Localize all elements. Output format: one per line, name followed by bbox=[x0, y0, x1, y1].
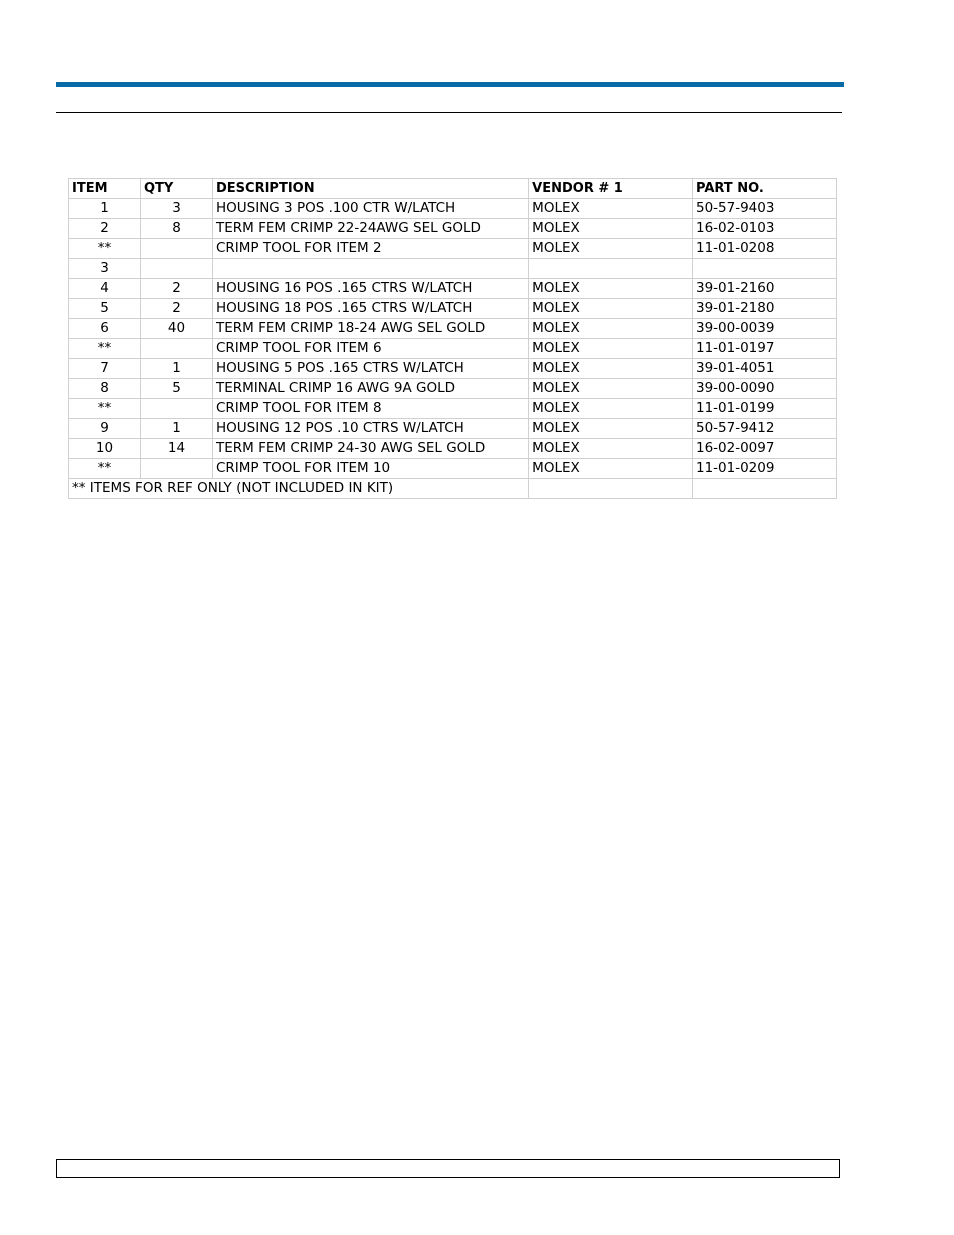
table-row bbox=[69, 279, 837, 299]
cell-description: CRIMP TOOL FOR ITEM 8 bbox=[213, 399, 529, 419]
cell-part-no: 50-57-9403 bbox=[692, 199, 836, 219]
cell-description: TERM FEM CRIMP 24-30 AWG SEL GOLD bbox=[213, 439, 529, 459]
cell-part-no: 39-01-4051 bbox=[692, 359, 836, 379]
header-qty: QTY bbox=[141, 179, 213, 199]
cell-description: TERM FEM CRIMP 22-24AWG SEL GOLD bbox=[213, 219, 529, 239]
cell-part-no: 50-57-9412 bbox=[692, 419, 836, 439]
cell-part-no: 11-01-0197 bbox=[692, 339, 836, 359]
cell-part-no: 16-02-0097 bbox=[692, 439, 836, 459]
cell-vendor: MOLEX bbox=[529, 379, 693, 399]
cell-description: TERMINAL CRIMP 16 AWG 9A GOLD bbox=[213, 379, 529, 399]
table-row bbox=[69, 339, 837, 359]
cell-part-no: 11-01-0209 bbox=[692, 459, 836, 479]
cell-item: 3 bbox=[69, 259, 141, 279]
cell-description: HOUSING 5 POS .165 CTRS W/LATCH bbox=[213, 359, 529, 379]
cell-vendor: MOLEX bbox=[529, 399, 693, 419]
header-part-no: PART NO. bbox=[692, 179, 836, 199]
cell-vendor bbox=[529, 259, 693, 279]
cell-description: HOUSING 18 POS .165 CTRS W/LATCH bbox=[213, 299, 529, 319]
cell-qty bbox=[141, 259, 213, 279]
cell-qty: 8 bbox=[141, 219, 213, 239]
cell-item: ** bbox=[69, 459, 141, 479]
cell-item: 2 bbox=[69, 219, 141, 239]
header-item: ITEM bbox=[69, 179, 141, 199]
cell-vendor: MOLEX bbox=[529, 319, 693, 339]
cell-qty: 3 bbox=[141, 199, 213, 219]
cell-part-no: 11-01-0199 bbox=[692, 399, 836, 419]
table-row bbox=[69, 219, 837, 239]
cell-item: 6 bbox=[69, 319, 141, 339]
cell-description: TERM FEM CRIMP 18-24 AWG SEL GOLD bbox=[213, 319, 529, 339]
cell-part-no: 16-02-0103 bbox=[692, 219, 836, 239]
cell-part-no: 39-01-2160 bbox=[692, 279, 836, 299]
cell-description: CRIMP TOOL FOR ITEM 2 bbox=[213, 239, 529, 259]
header-rule-thin bbox=[56, 112, 842, 113]
header-description: DESCRIPTION bbox=[213, 179, 529, 199]
cell-vendor: MOLEX bbox=[529, 439, 693, 459]
cell-part-no: 39-01-2180 bbox=[692, 299, 836, 319]
table-row bbox=[69, 359, 837, 379]
table-row bbox=[69, 379, 837, 399]
cell-vendor: MOLEX bbox=[529, 339, 693, 359]
cell-vendor: MOLEX bbox=[529, 459, 693, 479]
cell-qty bbox=[141, 239, 213, 259]
cell-qty: 1 bbox=[141, 359, 213, 379]
table-row bbox=[69, 199, 837, 219]
table-row bbox=[69, 239, 837, 259]
header-rule-blue bbox=[56, 82, 844, 87]
table-row bbox=[69, 399, 837, 419]
table-row bbox=[69, 299, 837, 319]
cell-qty bbox=[141, 459, 213, 479]
table-row bbox=[69, 319, 837, 339]
cell-qty: 40 bbox=[141, 319, 213, 339]
bill-of-materials-table bbox=[68, 178, 837, 499]
cell-item: 8 bbox=[69, 379, 141, 399]
cell-item: 10 bbox=[69, 439, 141, 459]
cell-qty: 1 bbox=[141, 419, 213, 439]
cell-vendor: MOLEX bbox=[529, 299, 693, 319]
cell-vendor: MOLEX bbox=[529, 199, 693, 219]
table-footnote-row bbox=[69, 479, 837, 499]
cell-description: CRIMP TOOL FOR ITEM 6 bbox=[213, 339, 529, 359]
cell-description: HOUSING 12 POS .10 CTRS W/LATCH bbox=[213, 419, 529, 439]
cell-vendor: MOLEX bbox=[529, 359, 693, 379]
cell-qty bbox=[141, 339, 213, 359]
cell-part-no: 39-00-0039 bbox=[692, 319, 836, 339]
cell-qty: 2 bbox=[141, 279, 213, 299]
cell-item: 4 bbox=[69, 279, 141, 299]
table-row bbox=[69, 259, 837, 279]
table-row bbox=[69, 459, 837, 479]
cell-description: HOUSING 3 POS .100 CTR W/LATCH bbox=[213, 199, 529, 219]
cell-description bbox=[213, 259, 529, 279]
cell-qty: 5 bbox=[141, 379, 213, 399]
table-row bbox=[69, 419, 837, 439]
cell-qty: 14 bbox=[141, 439, 213, 459]
cell-item: ** bbox=[69, 399, 141, 419]
cell-description: CRIMP TOOL FOR ITEM 10 bbox=[213, 459, 529, 479]
cell-part-no: 11-01-0208 bbox=[692, 239, 836, 259]
cell-part-no: 39-00-0090 bbox=[692, 379, 836, 399]
cell-item: 1 bbox=[69, 199, 141, 219]
cell-qty: 2 bbox=[141, 299, 213, 319]
header-vendor: VENDOR # 1 bbox=[529, 179, 693, 199]
footnote-empty-cell bbox=[692, 479, 836, 499]
cell-qty bbox=[141, 399, 213, 419]
cell-vendor: MOLEX bbox=[529, 219, 693, 239]
cell-item: 5 bbox=[69, 299, 141, 319]
footnote-empty-cell bbox=[529, 479, 693, 499]
cell-description: HOUSING 16 POS .165 CTRS W/LATCH bbox=[213, 279, 529, 299]
cell-vendor: MOLEX bbox=[529, 239, 693, 259]
table-header-row bbox=[69, 179, 837, 199]
cell-item: ** bbox=[69, 239, 141, 259]
cell-item: 9 bbox=[69, 419, 141, 439]
table-footnote: ** ITEMS FOR REF ONLY (NOT INCLUDED IN KIT) bbox=[69, 479, 529, 499]
cell-vendor: MOLEX bbox=[529, 419, 693, 439]
footer-box bbox=[56, 1159, 840, 1178]
cell-item: ** bbox=[69, 339, 141, 359]
cell-part-no bbox=[692, 259, 836, 279]
table-body bbox=[69, 199, 837, 479]
table-row bbox=[69, 439, 837, 459]
cell-vendor: MOLEX bbox=[529, 279, 693, 299]
cell-item: 7 bbox=[69, 359, 141, 379]
